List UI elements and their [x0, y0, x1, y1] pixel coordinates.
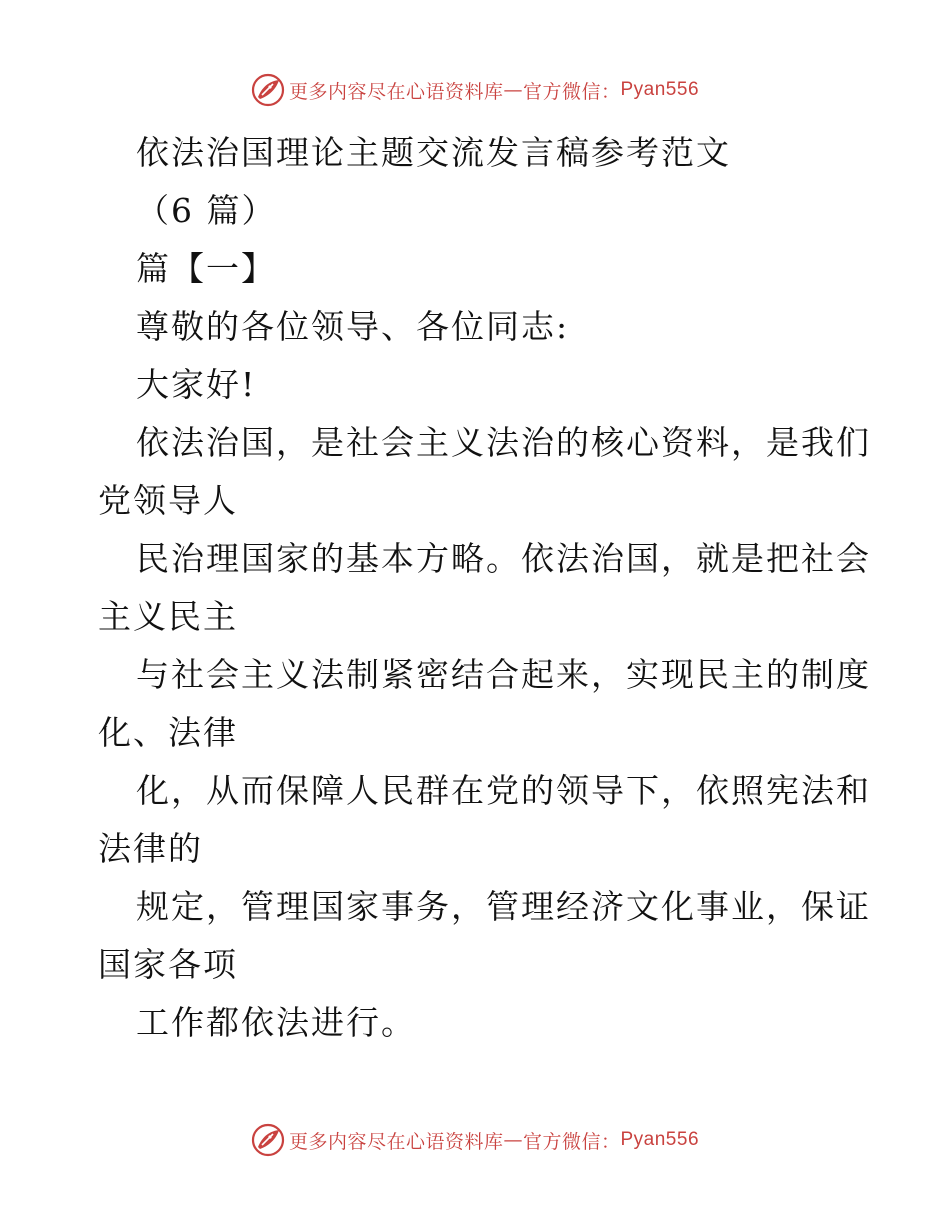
watermark-wechat-id: Pyan556	[620, 1129, 700, 1150]
watermark-text: 更多内容尽在心语资料库	[288, 1130, 504, 1153]
pen-nib-logo-icon	[251, 73, 285, 107]
paragraph-line: 国家各项	[98, 945, 238, 984]
paragraph-line: 与社会主义法制紧密结合起来，实现民主的制度	[136, 655, 871, 694]
paragraph-line: 化，从而保障人民群在党的领导下，依照宪法和	[136, 771, 871, 810]
paragraph-line: 党领导人	[98, 481, 238, 520]
paragraph-line: 工作都依法进行。	[136, 1003, 416, 1042]
document-body	[98, 124, 871, 1052]
watermark-separator: —	[503, 1129, 523, 1151]
greeting-line: 尊敬的各位领导、各位同志:	[136, 307, 570, 346]
paragraph-line: 依法治国，是社会主义法治的核心资料，是我们	[136, 423, 871, 462]
hello-line: 大家好!	[136, 365, 257, 404]
watermark-wechat-label: 官方微信：	[522, 1130, 621, 1153]
footer-watermark	[0, 1120, 950, 1160]
watermark-separator: —	[503, 79, 523, 101]
watermark-wechat-label: 官方微信：	[522, 80, 621, 103]
watermark-text: 更多内容尽在心语资料库	[288, 80, 504, 103]
paragraph-line: 主义民主	[98, 597, 238, 636]
section-heading: 篇【一】	[136, 249, 276, 288]
pen-nib-logo-icon	[251, 1123, 285, 1157]
watermark-wechat-id: Pyan556	[620, 79, 700, 100]
paragraph-line: 化、法律	[98, 713, 238, 752]
document-title-line-2: （6 篇）	[136, 191, 277, 230]
header-watermark	[0, 70, 950, 110]
document-title-line-1: 依法治国理论主题交流发言稿参考范文	[136, 133, 731, 172]
paragraph-line: 规定，管理国家事务，管理经济文化事业，保证	[136, 887, 871, 926]
paragraph-line: 法律的	[98, 829, 203, 868]
paragraph-line: 民治理国家的基本方略。依法治国，就是把社会	[136, 539, 871, 578]
